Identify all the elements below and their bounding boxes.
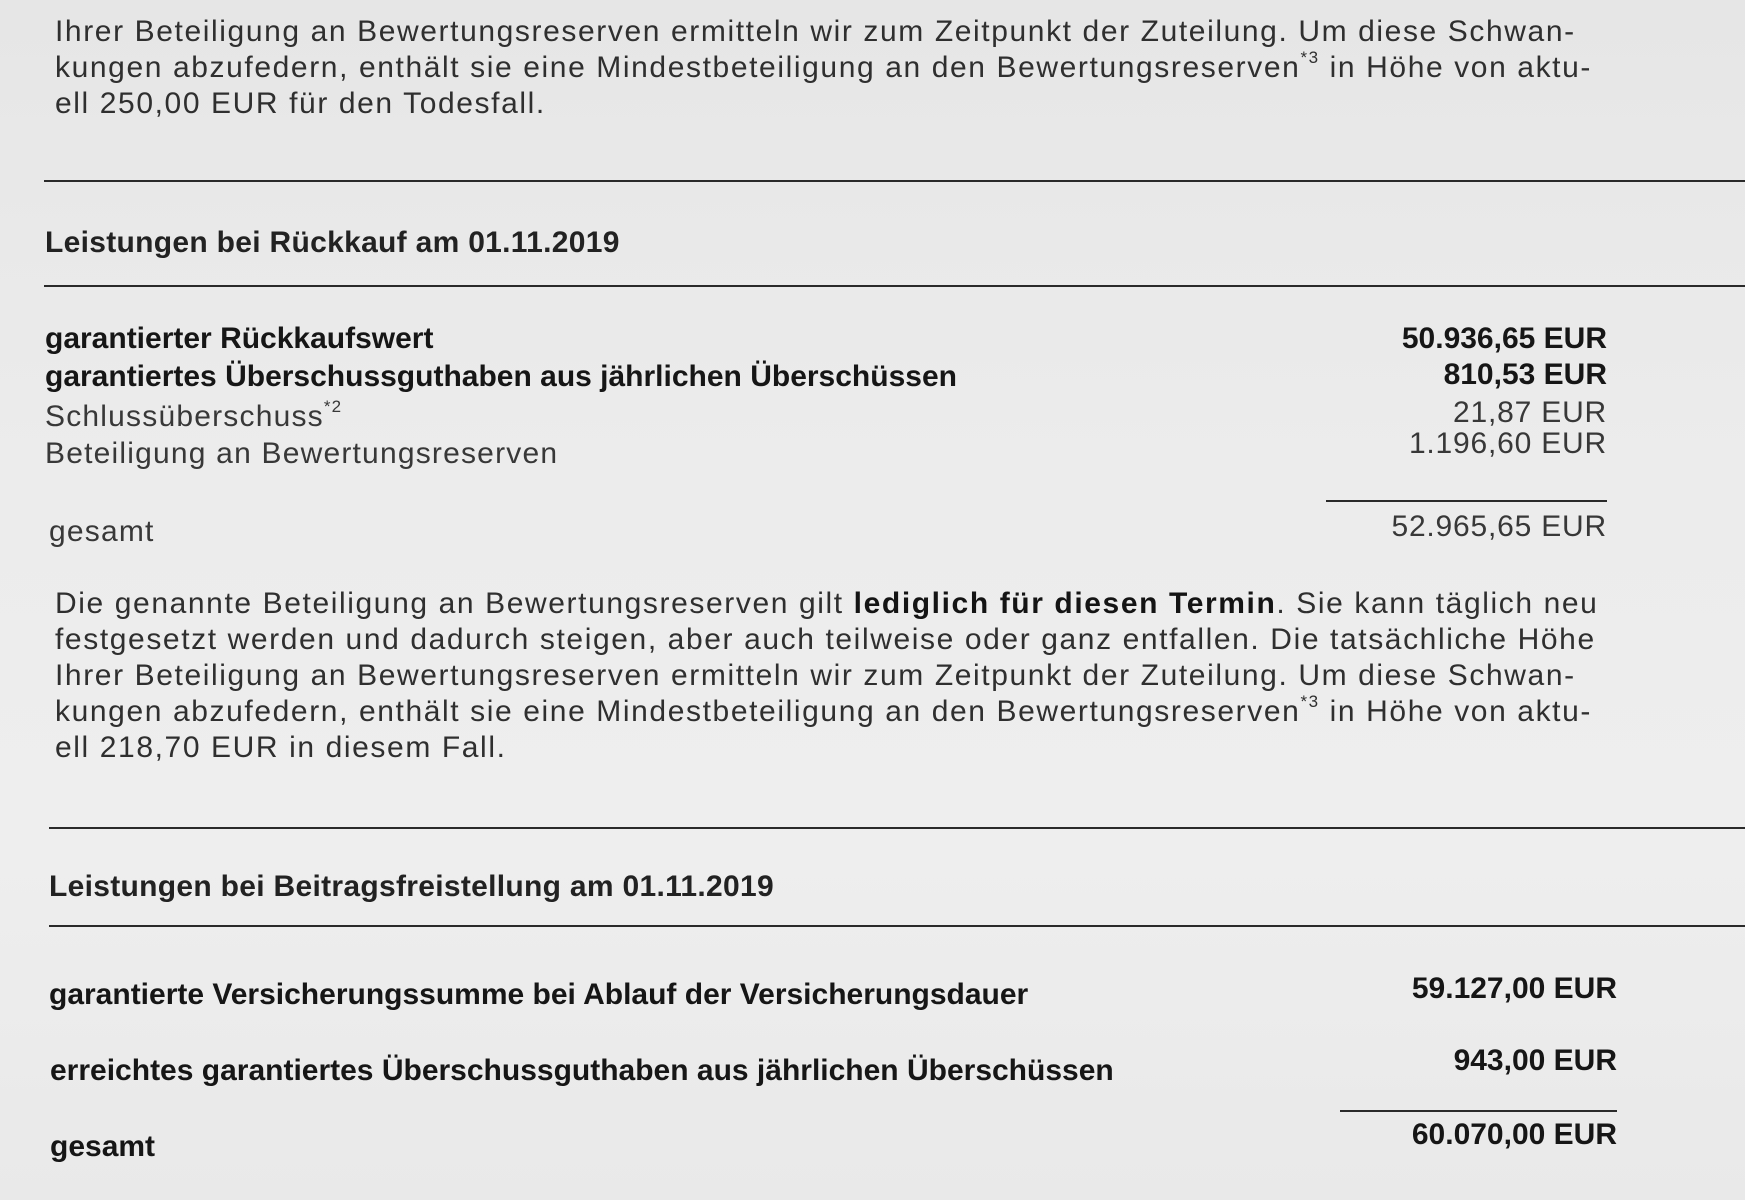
top-paragraph-line-2: [55, 50, 1735, 86]
section-divider: [49, 827, 1745, 829]
section-heading-underline: [49, 925, 1745, 927]
top-paragraph-line-3: ell 250,00 EUR für den Todesfall.: [55, 87, 546, 120]
section-heading-beitragsfreistellung: Leistungen bei Beitragsfreistellung am 01.11.2019: [49, 870, 774, 903]
section-divider: [44, 180, 1745, 182]
footnote-marker: *3: [1300, 48, 1320, 67]
row-label-versicherungssumme: garantierte Versicherungssumme bei Ablauf der Versicherungsdauer: [49, 978, 1029, 1011]
note-line-5: ell 218,70 EUR in diesem Fall.: [55, 731, 507, 764]
note-paragraph: [55, 586, 1735, 766]
note-line-4: [55, 694, 1735, 730]
row-value-ueberschussguthaben: 810,53 EUR: [1443, 358, 1607, 391]
note-emphasis: lediglich für diesen Termin: [853, 587, 1277, 620]
row-label-schlussueberschuss: [45, 397, 343, 434]
row-value-erreichtes-ueberschussguthaben: 943,00 EUR: [1453, 1044, 1617, 1077]
row-value-rueckkaufswert: 50.936,65 EUR: [1401, 322, 1607, 355]
row-label-erreichtes-ueberschussguthaben: erreichtes garantiertes Überschussguthaben aus jährlichen Überschüssen: [50, 1054, 1114, 1087]
schlussueberschuss-text: Schlussüberschuss: [45, 400, 324, 433]
top-paragraph: [55, 14, 1735, 122]
total-label-beitragsfreistellung: gesamt: [50, 1130, 156, 1163]
top-paragraph-line-2-text: kungen abzufedern, enthält sie eine Mindestbeteiligung an den Bewertungsreserven: [55, 51, 1301, 84]
total-value-rueckkauf: 52.965,65 EUR: [1391, 510, 1607, 543]
total-value-beitragsfreistellung: 60.070,00 EUR: [1411, 1118, 1617, 1151]
note-line-4-text: kungen abzufedern, enthält sie eine Mindestbeteiligung an den Bewertungsreserven: [55, 695, 1301, 728]
sum-line: [1326, 500, 1607, 502]
footnote-marker: *2: [323, 397, 343, 416]
total-label-rueckkauf: gesamt: [49, 515, 155, 548]
section-heading-underline: [44, 285, 1745, 287]
row-label-ueberschussguthaben: garantiertes Überschussguthaben aus jährlichen Überschüssen: [45, 360, 957, 393]
row-label-rueckkaufswert: garantierter Rückkaufswert: [45, 322, 434, 355]
top-paragraph-line-2-end: in Höhe von aktu-: [1319, 51, 1592, 84]
note-line-4-end: in Höhe von aktu-: [1319, 695, 1592, 728]
section-heading-rueckkauf: Leistungen bei Rückkauf am 01.11.2019: [45, 226, 620, 259]
note-line-1-text: Die genannte Beteiligung an Bewertungsreserven gilt: [55, 587, 854, 620]
note-line-1: [55, 586, 1735, 622]
note-line-1-end: . Sie kann täglich neu: [1276, 587, 1599, 620]
note-line-2: festgesetzt werden und dadurch steigen, aber auch teilweise oder ganz entfallen. Die tatsächliche Höhe: [55, 623, 1596, 656]
note-line-3: Ihrer Beteiligung an Bewertungsreserven ermitteln wir zum Zeitpunkt der Zuteilung. Um diese Schwan-: [55, 659, 1576, 692]
sum-line: [1340, 1110, 1617, 1112]
row-value-bewertungsreserven: 1.196,60 EUR: [1408, 427, 1607, 460]
row-label-bewertungsreserven: Beteiligung an Bewertungsreserven: [45, 437, 559, 470]
row-value-schlussueberschuss: 21,87 EUR: [1453, 396, 1607, 429]
row-value-versicherungssumme: 59.127,00 EUR: [1411, 972, 1617, 1005]
top-paragraph-line-1: Ihrer Beteiligung an Bewertungsreserven ermitteln wir zum Zeitpunkt der Zuteilung. Um diese Schwan-: [55, 15, 1576, 48]
footnote-marker: *3: [1300, 692, 1320, 711]
